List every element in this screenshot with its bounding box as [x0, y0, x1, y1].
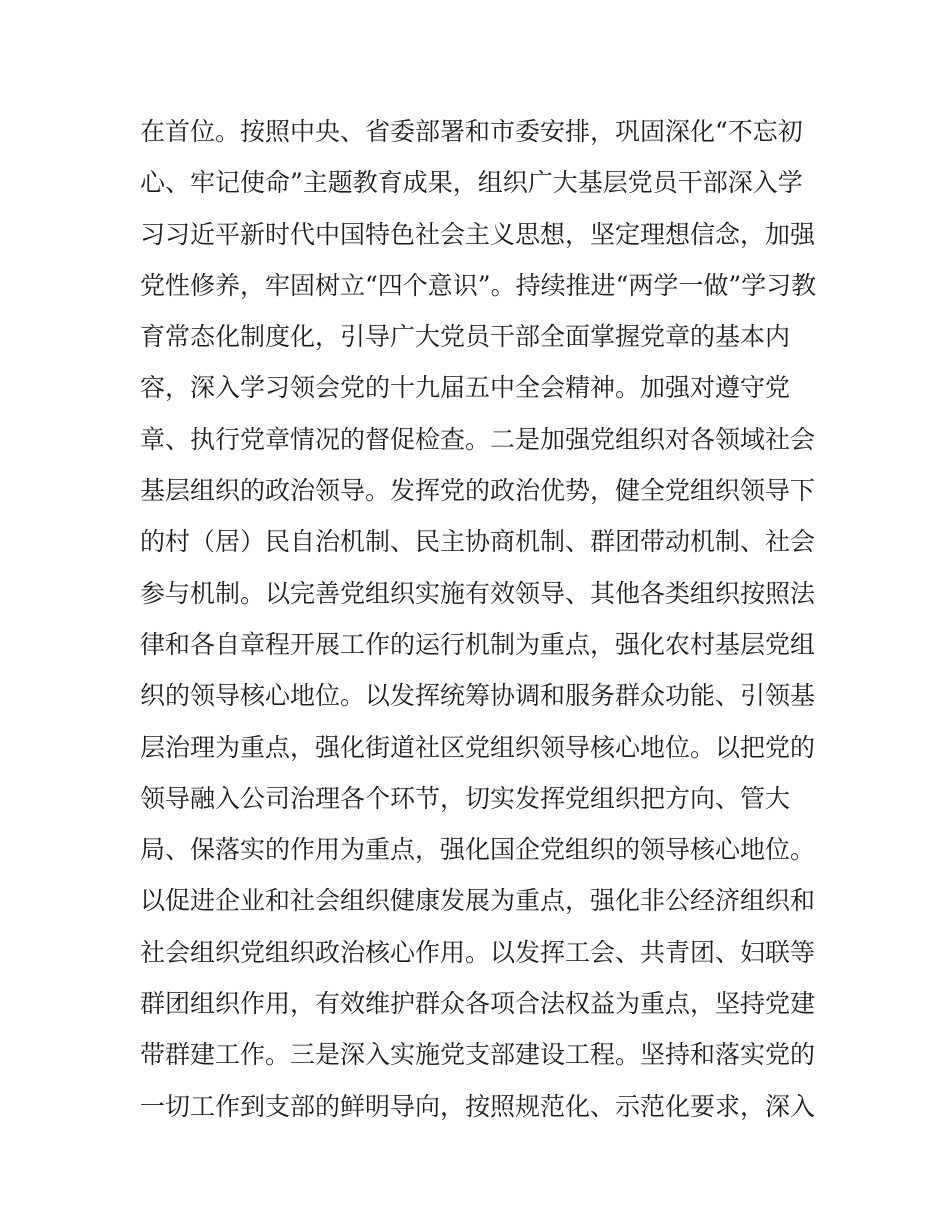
text-line: 育常态化制度化，引导广大党员干部全面掌握党章的基本内	[140, 322, 791, 352]
text-line: 以促进企业和社会组织健康发展为重点，强化非公经济组织和	[140, 886, 816, 916]
text-line: 群团组织作用，有效维护群众各项合法权益为重点，坚持党建	[140, 989, 816, 1019]
text-line: 领导融入公司治理各个环节，切实发挥党组织把方向、管大	[140, 783, 791, 813]
body-text	[140, 106, 820, 1132]
text-line: 参与机制。以完善党组织实施有效领导、其他各类组织按照法	[140, 578, 816, 608]
text-line: 章、执行党章情况的督促检查。二是加强党组织对各领域社会	[140, 424, 816, 454]
text-line: 层治理为重点，强化街道社区党组织领导核心地位。以把党的	[140, 732, 816, 762]
text-line: 律和各自章程开展工作的运行机制为重点，强化农村基层党组	[140, 629, 816, 659]
text-line: 在首位。按照中央、省委部署和市委安排，巩固深化“不忘初	[140, 117, 803, 146]
text-line: 一切工作到支部的鲜明导向，按照规范化、示范化要求，深入	[140, 1091, 816, 1121]
text-line: 心、牢记使命”主题教育成果，组织广大基层党员干部深入学	[140, 168, 803, 198]
text-line: 基层组织的政治领导。发挥党的政治优势，健全党组织领导下	[140, 476, 816, 506]
text-line: 党性修养，牢固树立“四个意识”。持续推进“两学一做”学习教	[140, 270, 817, 300]
text-line: 习习近平新时代中国特色社会主义思想，坚定理想信念，加强	[140, 219, 816, 249]
text-line: 局、保落实的作用为重点，强化国企党组织的领导核心地位。	[140, 835, 816, 865]
text-line: 容，深入学习领会党的十九届五中全会精神。加强对遵守党	[140, 373, 791, 403]
text-line: 社会组织党组织政治核心作用。以发挥工会、共青团、妇联等	[140, 937, 816, 967]
text-line: 带群建工作。三是深入实施党支部建设工程。坚持和落实党的	[140, 1040, 816, 1070]
text-line: 的村（居）民自治机制、民主协商机制、群团带动机制、社会	[140, 527, 816, 557]
text-line: 织的领导核心地位。以发挥统筹协调和服务群众功能、引领基	[140, 681, 816, 711]
